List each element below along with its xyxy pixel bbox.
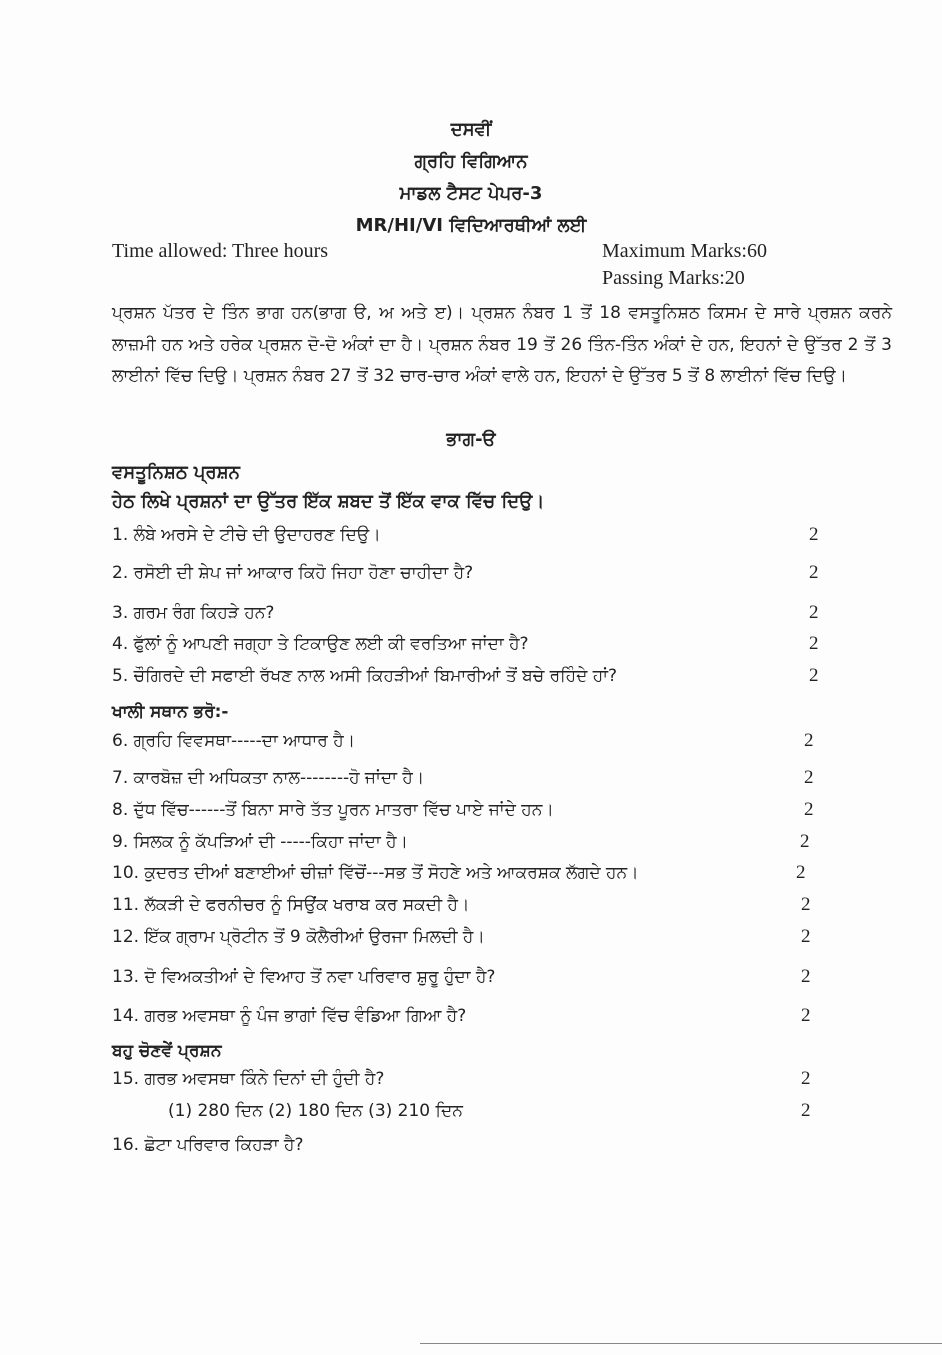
marks: 2 [809, 524, 819, 545]
passing-marks: Passing Marks:20 [602, 267, 745, 289]
marks: 2 [804, 767, 814, 788]
marks: 2 [801, 1100, 811, 1121]
fill-blanks-heading: ਖਾਲੀ ਸਥਾਨ ਭਰੋ:- [112, 702, 229, 722]
maximum-marks: Maximum Marks:60 [602, 240, 767, 262]
question-8: 8. ਦੁੱਧ ਵਿੱਚ------ਤੋਂ ਬਿਨਾ ਸਾਰੇ ਤੱਤ ਪੂਰਨ ਮਾਤਰਾ ਵਿੱਚ ਪਾਏ ਜਾਂਦੇ ਹਨ। [112, 800, 554, 820]
marks: 2 [809, 633, 819, 654]
question-4: 4. ਫੁੱਲਾਂ ਨੂੰ ਆਪਣੀ ਜਗ੍ਹਾ ਤੇ ਟਿਕਾਉਣ ਲਈ ਕੀ ਵਰਤਿਆ ਜਾਂਦਾ ਹੈ? [112, 634, 529, 654]
question-9: 9. ਸਿਲਕ ਨੂੰ ਕੱਪੜਿਆਂ ਦੀ -----ਕਿਹਾ ਜਾਂਦਾ ਹੈ। [112, 832, 408, 852]
marks: 2 [801, 1005, 811, 1026]
scan-edge-line [420, 1343, 942, 1344]
marks: 2 [804, 799, 814, 820]
question-12: 12. ਇੱਕ ਗ੍ਰਾਮ ਪ੍ਰੋਟੀਨ ਤੋਂ 9 ਕੋਲੈਰੀਆਂ ਉਰਜਾ ਮਿਲਦੀ ਹੈ। [112, 927, 485, 947]
audience-title: MR/HI/VI ਵਿਦਿਆਰਥੀਆਂ ਲਈ [355, 215, 587, 236]
question-6: 6. ਗ੍ਰਹਿ ਵਿਵਸਥਾ-----ਦਾ ਆਧਾਰ ਹੈ। [112, 731, 356, 751]
paper-title: ਮਾਡਲ ਟੈਸਟ ਪੇਪਰ-3 [399, 183, 543, 204]
marks: 2 [796, 862, 806, 883]
objective-instruction: ਹੇਠ ਲਿਖੇ ਪ੍ਰਸ਼ਨਾਂ ਦਾ ਉੱਤਰ ਇੱਕ ਸ਼ਬਦ ਤੋਂ ਇੱਕ ਵਾਕ ਵਿੱਚ ਦਿਉ। [112, 491, 545, 512]
marks: 2 [809, 602, 819, 623]
question-5: 5. ਚੌਗਿਰਦੇ ਦੀ ਸਫਾਈ ਰੱਖਣ ਨਾਲ ਅਸੀ ਕਿਹੜੀਆਂ ਬਿਮਾਰੀਆਂ ਤੋਂ ਬਚੇ ਰਹਿੰਦੇ ਹਾਂ? [112, 666, 618, 686]
time-allowed: Time allowed: Three hours [112, 240, 329, 262]
question-1: 1. ਲੰਬੇ ਅਰਸੇ ਦੇ ਟੀਚੇ ਦੀ ਉਦਾਹਰਣ ਦਿਉ। [112, 525, 381, 545]
question-13: 13. ਦੋ ਵਿਅਕਤੀਆਂ ਦੇ ਵਿਆਹ ਤੋਂ ਨਵਾ ਪਰਿਵਾਰ ਸ਼ੁਰੂ ਹੁੰਦਾ ਹੈ? [112, 967, 496, 987]
question-15: 15. ਗਰਭ ਅਵਸਥਾ ਕਿੰਨੇ ਦਿਨਾਂ ਦੀ ਹੁੰਦੀ ਹੈ? [112, 1069, 385, 1089]
question-14: 14. ਗਰਭ ਅਵਸਥਾ ਨੂੰ ਪੰਜ ਭਾਗਾਂ ਵਿੱਚ ਵੰਡਿਆ ਗਿਆ ਹੈ? [112, 1006, 467, 1026]
marks: 2 [801, 894, 811, 915]
instructions: ਪ੍ਰਸ਼ਨ ਪੱਤਰ ਦੇ ਤਿੰਨ ਭਾਗ ਹਨ(ਭਾਗ ੳ, ਅ ਅਤੇ ੲ)। ਪ੍ਰਸ਼ਨ ਨੰਬਰ 1 ਤੋਂ 18 ਵਸਤੂਨਿਸ਼ਠ ਕਿਸਮ ਦੇ ਸਾਰੇ ਪ੍ਰਸ਼ਨ ਕਰਨੇ ਲਾਜ਼ਮੀ ਹਨ ਅਤੇ ਹਰੇਕ ਪ੍ਰਸ਼ਨ ਦੋ-ਦੋ ਅੰਕਾਂ ਦਾ ਹੈ। ਪ੍ਰਸ਼ਨ ਨੰਬਰ 19 ਤੋਂ 26 ਤਿੰਨ-ਤਿੰਨ ਅੰਕਾਂ ਦੇ ਹਨ, ਇਹਨਾਂ ਦੇ ਉੱਤਰ 2 ਤੋਂ 3 ਲਾਈਨਾਂ ਵਿੱਚ ਦਿਉ। ਪ੍ਰਸ਼ਨ ਨੰਬਰ 27 ਤੋਂ 32 ਚਾਰ-ਚਾਰ ਅੰਕਾਂ ਵਾਲੇ ਹਨ, ਇਹਨਾਂ ਦੇ ਉੱਤਰ 5 ਤੋਂ 8 ਲਾਈਨਾਂ ਵਿੱਚ ਦਿਉ। [112, 303, 892, 387]
marks: 2 [801, 926, 811, 947]
marks: 2 [801, 966, 811, 987]
question-16: 16. ਛੋਟਾ ਪਰਿਵਾਰ ਕਿਹੜਾ ਹੈ? [112, 1135, 304, 1155]
marks: 2 [801, 1068, 811, 1089]
marks: 2 [804, 730, 814, 751]
class-title: ਦਸਵੀਂ [450, 119, 492, 140]
question-2: 2. ਰਸੋਈ ਦੀ ਸ਼ੇਪ ਜਾਂ ਆਕਾਰ ਕਿਹੋ ਜਿਹਾ ਹੋਣਾ ਚਾਹੀਦਾ ਹੈ? [112, 563, 474, 583]
question-15-options: (1) 280 ਦਿਨ (2) 180 ਦਿਨ (3) 210 ਦਿਨ [168, 1101, 463, 1121]
marks: 2 [809, 562, 819, 583]
question-3: 3. ਗਰਮ ਰੰਗ ਕਿਹੜੇ ਹਨ? [112, 603, 275, 623]
marks: 2 [800, 831, 810, 852]
question-10: 10. ਕੁਦਰਤ ਦੀਆਂ ਬਣਾਈਆਂ ਚੀਜ਼ਾਂ ਵਿੱਚੋਂ---ਸਭ ਤੋਂ ਸੋਹਣੇ ਅਤੇ ਆਕਰਸ਼ਕ ਲੱਗਦੇ ਹਨ। [112, 863, 639, 883]
mcq-heading: ਬਹੁ ਚੋਣਵੇਂ ਪ੍ਰਸ਼ਨ [112, 1041, 222, 1061]
question-7: 7. ਕਾਰਬੋਜ਼ ਦੀ ਅਧਿਕਤਾ ਨਾਲ--------ਹੋ ਜਾਂਦਾ ਹੈ। [112, 768, 425, 788]
question-11: 11. ਲੱਕੜੀ ਦੇ ਫਰਨੀਚਰ ਨੂੰ ਸਿਉਂਕ ਖਰਾਬ ਕਰ ਸਕਦੀ ਹੈ। [112, 895, 470, 915]
marks: 2 [809, 665, 819, 686]
section-title: ਭਾਗ-ੳ [446, 429, 496, 450]
subject-title: ਗ੍ਰਹਿ ਵਿਗਿਆਨ [414, 151, 528, 172]
objective-heading: ਵਸਤੂਨਿਸ਼ਠ ਪ੍ਰਸ਼ਨ [112, 462, 240, 483]
